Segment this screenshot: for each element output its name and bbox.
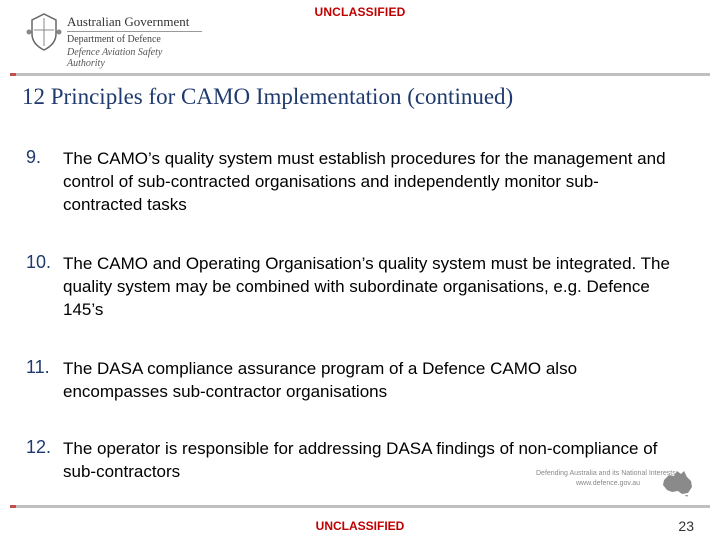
- slide-title: 12 Principles for CAMO Implementation (continued): [22, 84, 514, 109]
- item-text: The DASA compliance assurance program of a Defence CAMO also encompasses sub-contractor organisations: [63, 359, 578, 401]
- australian-government-logo: [22, 8, 202, 68]
- logo-divider: [67, 31, 202, 32]
- item-number: 11.: [26, 357, 50, 377]
- classification-marking-bottom: UNCLASSIFIED: [315, 519, 405, 533]
- logo-government-name: Australian Government: [67, 14, 190, 29]
- defence-footer-logo: [536, 470, 696, 500]
- australia-map-icon: [660, 468, 696, 498]
- logo-department-name: Department of Defence: [67, 34, 161, 45]
- footer-divider: [10, 505, 710, 508]
- item-text: The CAMO’s quality system must establish procedures for the management and control of sub-contracted organisations and independently monitor sub-contracted tasks: [63, 149, 666, 214]
- footer-tagline: Defending Australia and its National Interests: [536, 470, 676, 477]
- item-text: The CAMO and Operating Organisation’s quality system must be integrated. The quality system may be combined with subordinate organisations, e.g. Defence 145’s: [63, 254, 670, 319]
- item-number: 12.: [26, 437, 52, 457]
- coat-of-arms-icon: [26, 12, 62, 52]
- header-divider-accent: [10, 73, 16, 76]
- classification-marking-top: UNCLASSIFIED: [314, 5, 406, 19]
- header-divider: [10, 73, 710, 76]
- item-number: 10.: [26, 252, 52, 272]
- item-number: 9.: [26, 147, 42, 167]
- footer-divider-accent: [10, 505, 16, 508]
- page-number: 23: [678, 518, 694, 534]
- logo-authority-name: Defence Aviation Safety Authority: [67, 47, 163, 69]
- item-text: The operator is responsible for addressing DASA findings of non-compliance of sub-contractors: [63, 439, 658, 481]
- footer-website: www.defence.gov.au: [576, 480, 641, 487]
